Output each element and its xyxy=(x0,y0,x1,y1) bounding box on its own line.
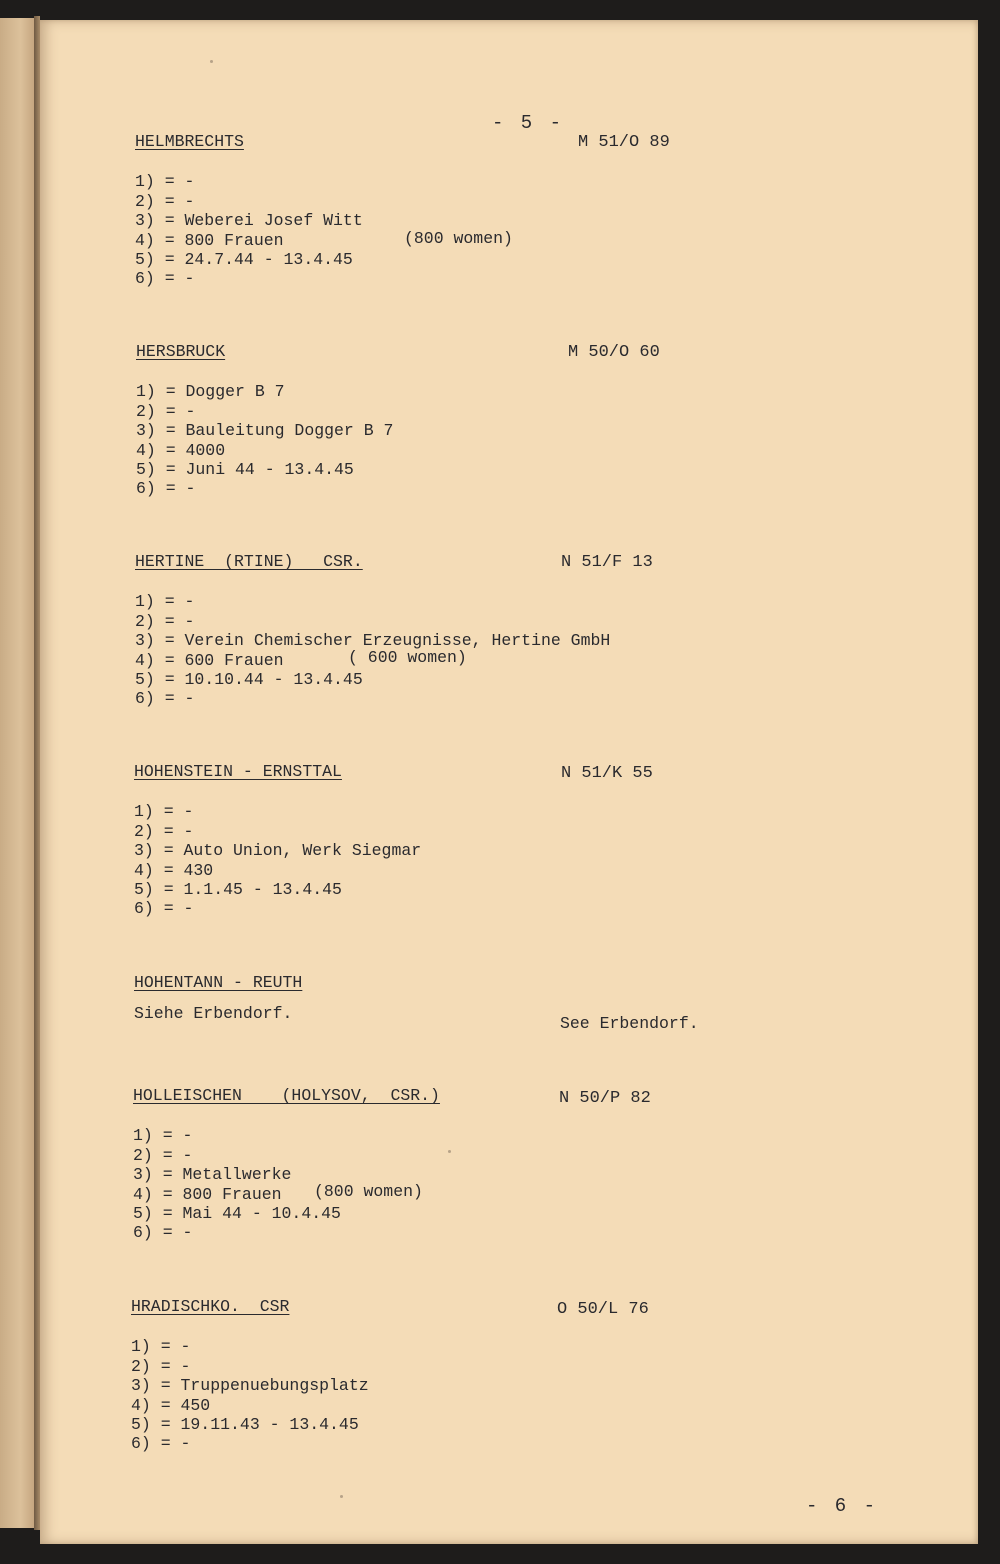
paper-speck xyxy=(340,1495,343,1498)
entry-line: 6) = - xyxy=(131,1434,191,1454)
map-code: N 51/K 55 xyxy=(561,764,653,783)
entry-helmbrechts xyxy=(135,132,363,289)
entry-line: 3) = Truppenuebungsplatz xyxy=(131,1376,369,1396)
entry-line: 5) = 1.1.45 - 13.4.45 xyxy=(134,880,342,900)
entry-hohenstein xyxy=(134,762,421,919)
footer-page-number: - 6 - xyxy=(806,1495,879,1517)
entry-line: 3) = Verein Chemischer Erzeugnisse, Hertine GmbH xyxy=(135,631,611,651)
cross-reference-german: Siehe Erbendorf. xyxy=(134,1004,293,1024)
entry-lines xyxy=(131,1337,369,1453)
entry-lines xyxy=(136,382,393,498)
entry-line: 6) = - xyxy=(136,479,196,499)
entry-line: 1) = - xyxy=(135,592,195,612)
translation-note: ( 600 women) xyxy=(348,648,467,667)
translation-note: (800 women) xyxy=(314,1182,423,1201)
entry-line: 4) = 430 xyxy=(134,860,214,880)
entry-line: 2) = - xyxy=(135,611,195,631)
entry-line: 3) = Weberei Josef Witt xyxy=(135,211,363,231)
entry-line: 2) = - xyxy=(133,1145,193,1165)
map-code: M 50/O 60 xyxy=(568,343,660,362)
paper-speck xyxy=(448,1150,451,1153)
entry-title: HERSBRUCK xyxy=(136,342,226,361)
entry-lines xyxy=(135,172,363,288)
entry-line: 5) = 19.11.43 - 13.4.45 xyxy=(131,1415,359,1435)
entry-hohentann xyxy=(134,973,302,1024)
entry-line: 3) = Auto Union, Werk Siegmar xyxy=(134,841,422,861)
entry-hertine xyxy=(135,552,610,709)
entry-line: 6) = - xyxy=(135,269,195,289)
entry-line: 6) = - xyxy=(133,1223,193,1243)
entry-title: HELMBRECHTS xyxy=(135,132,244,151)
entry-line: 5) = 24.7.44 - 13.4.45 xyxy=(135,250,353,270)
entry-title: HOHENSTEIN - ERNSTTAL xyxy=(134,762,342,781)
entry-line: 4) = 4000 xyxy=(136,440,226,460)
entry-title: HOLLEISCHEN (HOLYSOV, CSR.) xyxy=(133,1086,440,1105)
entry-line: 4) = 800 Frauen xyxy=(135,230,284,250)
document-page xyxy=(40,20,978,1544)
entry-hersbruck xyxy=(136,342,393,499)
page-number: - 5 - xyxy=(492,112,565,134)
entry-title: HOHENTANN - REUTH xyxy=(134,973,303,992)
entry-line: 2) = - xyxy=(134,821,194,841)
map-code: M 51/O 89 xyxy=(578,133,670,152)
entry-line: 5) = Mai 44 - 10.4.45 xyxy=(133,1204,341,1224)
map-code: N 50/P 82 xyxy=(559,1089,651,1108)
entry-line: 4) = 800 Frauen xyxy=(133,1184,282,1204)
entry-line: 5) = Juni 44 - 13.4.45 xyxy=(136,460,354,480)
entry-title: HRADISCHKO. CSR xyxy=(131,1297,290,1316)
entry-line: 1) = - xyxy=(133,1126,193,1146)
entry-title: HERTINE (RTINE) CSR. xyxy=(135,552,363,571)
cross-reference-english: See Erbendorf. xyxy=(560,1014,699,1033)
previous-page-edge xyxy=(0,18,34,1528)
entry-holleischen xyxy=(133,1086,440,1243)
entry-line: 4) = 450 xyxy=(131,1395,211,1415)
paper-speck xyxy=(210,60,213,63)
entry-line: 2) = - xyxy=(135,191,195,211)
entry-hradischko xyxy=(131,1297,369,1454)
entry-line: 3) = Metallwerke xyxy=(133,1165,292,1185)
entry-line: 6) = - xyxy=(134,899,194,919)
entry-line: 6) = - xyxy=(135,689,195,709)
entry-line: 1) = - xyxy=(135,172,195,192)
translation-note: (800 women) xyxy=(404,229,513,248)
entry-line: 4) = 600 Frauen xyxy=(135,650,284,670)
entry-line: 1) = Dogger B 7 xyxy=(136,382,285,402)
entry-line: 5) = 10.10.44 - 13.4.45 xyxy=(135,670,363,690)
entry-lines xyxy=(134,802,421,918)
entry-line: 3) = Bauleitung Dogger B 7 xyxy=(136,421,394,441)
entry-line: 2) = - xyxy=(131,1356,191,1376)
map-code: O 50/L 76 xyxy=(557,1300,649,1319)
map-code: N 51/F 13 xyxy=(561,553,653,572)
entry-line: 1) = - xyxy=(131,1337,191,1357)
entry-line: 1) = - xyxy=(134,802,194,822)
entry-line: 2) = - xyxy=(136,401,196,421)
